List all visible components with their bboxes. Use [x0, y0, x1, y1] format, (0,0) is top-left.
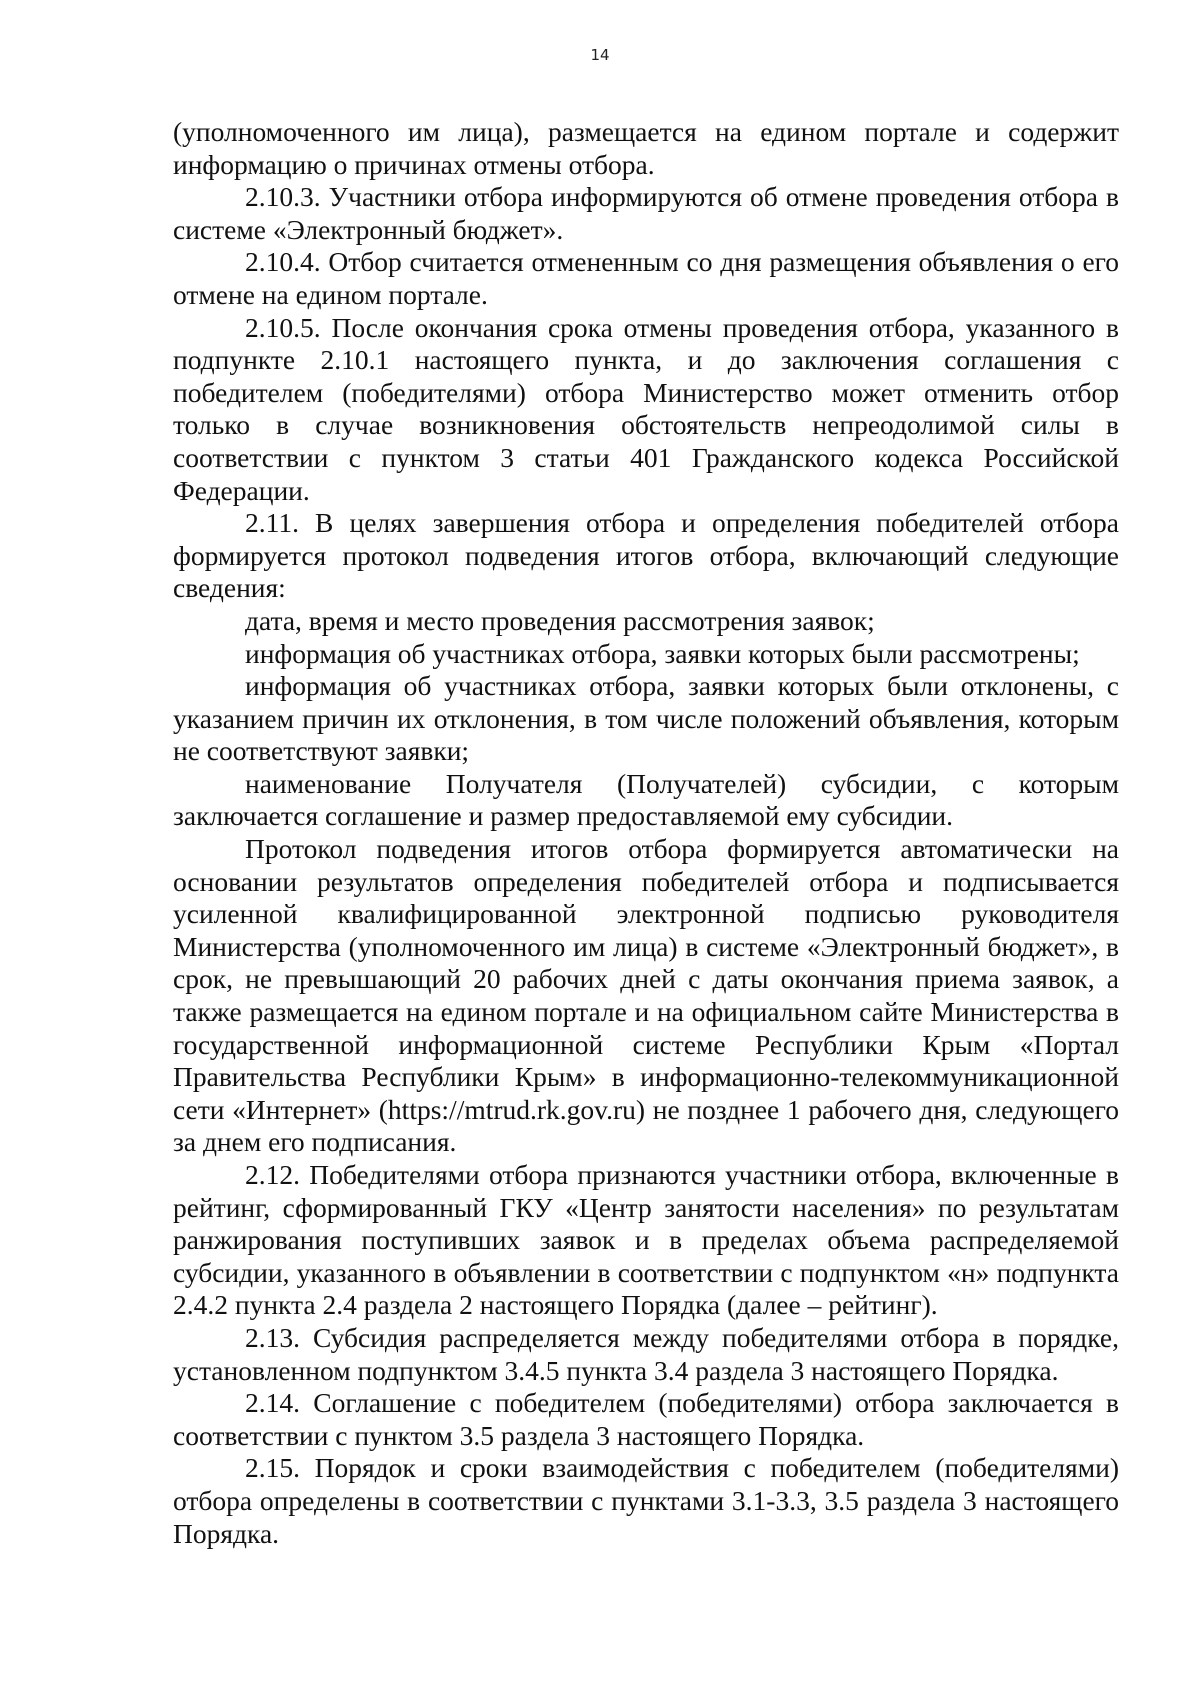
paragraph-2-10-3: 2.10.3. Участники отбора информируются об отмене проведения отбора в системе «Электронный бюджет».	[173, 181, 1119, 245]
paragraph-2-10-5: 2.10.5. После окончания срока отмены проведения отбора, указанного в подпункте 2.10.1 настоящего пункта, и до заключения соглашения с победителем (победителями) отбора Министерство может отменить отбор только в случае возникновения обстоятельств непреодолимой силы в соответствии с пунктом 3 статьи 401 Гражданского кодекса Российской Федерации.	[173, 311, 1119, 506]
list-item-recipient-name: наименование Получателя (Получателей) субсидии, с которым заключается соглашение и размер предоставляемой ему субсидии.	[173, 767, 1119, 832]
paragraph-2-10-4: 2.10.4. Отбор считается отмененным со дня размещения объявления о его отмене на едином портале.	[173, 246, 1119, 310]
list-item-rejected-participants: информация об участниках отбора, заявки которых были отклонены, с указанием причин их отклонения, в том числе положений объявления, которым не соответствуют заявки;	[173, 670, 1119, 767]
paragraph-2-11: 2.11. В целях завершения отбора и определения победителей отбора формируется протокол подведения итогов отбора, включающий следующие сведения:	[173, 507, 1119, 604]
paragraph-2-15: 2.15. Порядок и сроки взаимодействия с победителем (победителями) отбора определены в соответствии с пунктами 3.1-3.3, 3.5 раздела 3 настоящего Порядка.	[173, 1452, 1119, 1549]
paragraph-2-12: 2.12. Победителями отбора признаются участники отбора, включенные в рейтинг, сформированный ГКУ «Центр занятости населения» по результатам ранжирования поступивших заявок и в пределах объема распределяемой субсидии, указанного в объявлении в соответствии с подпунктом «н» подпункта 2.4.2 пункта 2.4 раздела 2 настоящего Порядка (далее – рейтинг).	[173, 1159, 1119, 1321]
paragraph-continuation: (уполномоченного им лица), размещается на едином портале и содержит информацию о причинах отмены отбора.	[173, 116, 1119, 180]
list-item-reviewed-participants: информация об участниках отбора, заявки которых были рассмотрены;	[245, 637, 1080, 669]
document-body	[173, 116, 1119, 1550]
paragraph-protocol: Протокол подведения итогов отбора формируется автоматически на основании результатов определения победителей отбора и подписывается усиленной квалифицированной электронной подписью руководителя Министерства (уполномоченного им лица) в системе «Электронный бюджет», в срок, не превышающий 20 рабочих дней с даты окончания приема заявок, а также размещается на едином портале и на официальном сайте Министерства в государственной информационной системе Республики Крым «Портал Правительства Республики Крым» в информационно-телекоммуникационной сети «Интернет» (https://mtrud.rk.gov.ru) не позднее 1 рабочего дня, следующего за днем его подписания.	[173, 833, 1119, 1158]
page-number: 14	[590, 46, 610, 64]
paragraph-2-13: 2.13. Субсидия распределяется между победителями отбора в порядке, установленном подпунктом 3.4.5 пункта 3.4 раздела 3 настоящего Порядка.	[173, 1321, 1119, 1386]
list-item-date-time-place: дата, время и место проведения рассмотрения заявок;	[245, 604, 875, 636]
paragraph-2-14: 2.14. Соглашение с победителем (победителями) отбора заключается в соответствии с пунктом 3.5 раздела 3 настоящего Порядка.	[173, 1387, 1119, 1451]
